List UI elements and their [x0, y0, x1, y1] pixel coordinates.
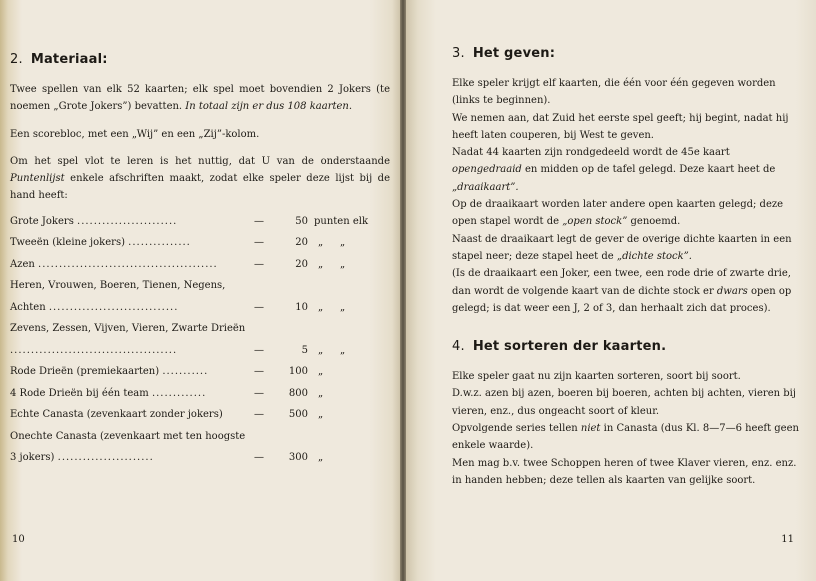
points-row-4-rode-drieen: 4 Rode Drieën bij één team ............. — 800 „ — [10, 387, 324, 399]
dealing-paragraph-3: Nadat 44 kaarten zijn rondgedeeld wordt de 45e kaart opengedraaid en midden op de tafel gelegd. Deze kaart heet de „draaikaart”. — [452, 147, 776, 193]
sorting-paragraph-3: Opvolgende series tellen niet in Canasta (dus Kl. 8—7—6 heeft geen enkele waarde). — [452, 423, 799, 452]
points-row-grote-jokers: Grote Jokers ........................ — 50 punten elk — [10, 215, 369, 227]
page-number-left: 10 — [12, 534, 25, 545]
dealing-paragraph-4: Op de draaikaart worden later andere open kaarten gelegd; deze open stapel wordt de „open stock” genoemd. — [452, 199, 784, 228]
points-row-zevens-drieen: Zevens, Zessen, Vijven, Vieren, Zwarte Drieën ........................................ — 5 „ „ — [10, 323, 346, 356]
dealing-paragraph-1: Elke speler krijgt elf kaarten, die één voor één gegeven worden (links te beginnen). — [452, 78, 776, 107]
dealing-paragraph-6: (Is de draaikaart een Joker, een twee, een rode drie of zwarte drie, dan wordt de volgende kaart van de dichte stock er dwars open op gelegd; is dat weer een J, 2 of 3, dan herhaalt zich dat proces). — [452, 268, 792, 314]
dealing-paragraph-5: Naast de draaikaart legt de gever de overige dichte kaarten in een stapel neer; deze stapel heet de „dichte stock”. — [452, 233, 792, 262]
right-page — [406, 0, 816, 581]
points-row-tweeen: Tweeën (kleine jokers) ............... — 20 „ „ — [10, 237, 346, 249]
points-intro-paragraph: Om het spel vlot te leren is het nuttig, dat U van de onderstaande Puntenlijst enkele afschriften maakt, zodat elke speler deze lijst bij de hand heeft: — [10, 155, 390, 202]
section-4-heading: 4. Het sorteren der kaarten. — [452, 339, 667, 355]
points-row-echte-canasta: Echte Canasta (zevenkaart zonder jokers) — 500 „ — [10, 409, 324, 421]
left-page — [0, 0, 400, 581]
points-row-azen: Azen ........................................... — 20 „ „ — [10, 258, 346, 270]
sorting-paragraph-1: Elke speler gaat nu zijn kaarten sorteren, soort bij soort. — [452, 371, 741, 383]
sorting-paragraph-2: D.w.z. azen bij azen, boeren bij boeren, achten bij achten, vieren bij vieren, enz., dus ongeacht soort of kleur. — [452, 388, 796, 417]
points-row-heren-achten: Heren, Vrouwen, Boeren, Tienen, Negens, Achten ............................... — 10 „ „ — [10, 280, 346, 313]
section-2-heading: 2. Materiaal: — [10, 52, 108, 67]
sorting-paragraph-4: Men mag b.v. twee Schoppen heren of twee Klaver vieren, enz. enz. in handen hebben; deze tellen als kaarten van gelijke soort. — [452, 457, 797, 486]
points-row-rode-drieen: Rode Drieën (premiekaarten) ........... — 100 „ — [10, 366, 324, 378]
scorebloc-paragraph: Een scorebloc, met een „Wij” en een „Zij”-kolom. — [10, 128, 260, 140]
dealing-paragraph-2: We nemen aan, dat Zuid het eerste spel geeft; hij begint, nadat hij heeft laten couperen, bij West te geven. — [452, 112, 789, 141]
page-number-right: 11 — [781, 534, 794, 545]
section-3-heading: 3. Het geven: — [452, 46, 556, 61]
points-list — [10, 211, 390, 469]
points-row-onechte-canasta: Onechte Canasta (zevenkaart met ten hoogste 3 jokers) ....................... — 300 „ — [10, 430, 324, 464]
materials-paragraph: Twee spellen van elk 52 kaarten; elk spel moet bovendien 2 Jokers (te noemen „Grote Jokers”) bevatten. In totaal zijn er dus 108 kaarten. — [10, 84, 390, 113]
